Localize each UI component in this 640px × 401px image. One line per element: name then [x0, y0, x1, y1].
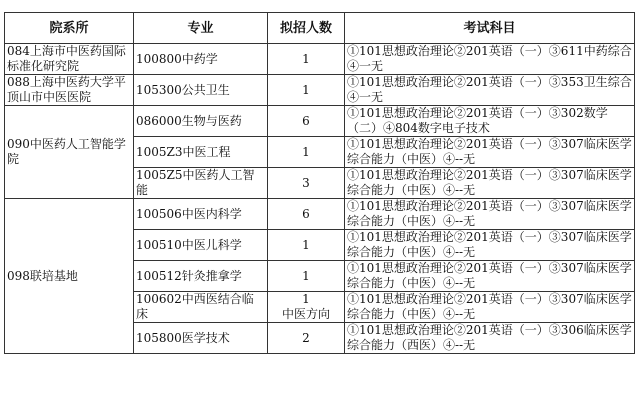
major-cell: 105300公共卫生: [134, 75, 268, 106]
major-cell: 1005Z3中医工程: [134, 137, 268, 168]
dept-cell: 088上海中医药大学平顶山市中医医院: [5, 75, 134, 106]
major-cell: 105800医学技术: [134, 323, 268, 354]
table-row: [5, 75, 635, 106]
major-cell: 086000生物与医药: [134, 106, 268, 137]
table-row: [5, 199, 635, 230]
table-row: [5, 106, 635, 137]
subjects-cell: ①101思想政治理论②201英语（一）③307临床医学综合能力（中医）④--无: [345, 168, 635, 199]
subjects-cell: ①101思想政治理论②201英语（一）③353卫生综合④一无: [345, 75, 635, 106]
major-cell: 100512针灸推拿学: [134, 261, 268, 292]
quota-cell: 3: [268, 168, 345, 199]
quota-cell: 1: [268, 75, 345, 106]
major-cell: 1005Z5中医药人工智能: [134, 168, 268, 199]
subjects-cell: ①101思想政治理论②201英语（一）③307临床医学综合能力（中医）④--无: [345, 292, 635, 323]
subjects-cell: ①101思想政治理论②201英语（一）③307临床医学综合能力（中医）④--无: [345, 261, 635, 292]
subjects-cell: ①101思想政治理论②201英语（一）③307临床医学综合能力（中医）④--无: [345, 230, 635, 261]
quota-cell: 1: [268, 261, 345, 292]
subjects-cell: ①101思想政治理论②201英语（一）③307临床医学综合能力（中医）④--无: [345, 199, 635, 230]
major-cell: 100506中医内科学: [134, 199, 268, 230]
header-major: 专业: [134, 13, 268, 44]
quota-note: 中医方向: [281, 307, 330, 321]
quota-cell: 6: [268, 199, 345, 230]
header-quota: 拟招人数: [268, 13, 345, 44]
subjects-cell: ①101思想政治理论②201英语（一）③302数学（二）④804数字电子技术: [345, 106, 635, 137]
quota-cell: 6: [268, 106, 345, 137]
major-cell: 100510中医儿科学: [134, 230, 268, 261]
quota-cell: 1: [268, 230, 345, 261]
dept-cell: 098联培基地: [5, 199, 134, 354]
quota-cell: [268, 292, 345, 323]
subjects-cell: ①101思想政治理论②201英语（一）③307临床医学综合能力（中医）④--无: [345, 137, 635, 168]
subjects-cell: ①101思想政治理论②201英语（一）③611中药综合④一无: [345, 44, 635, 75]
quota-cell: 2: [268, 323, 345, 354]
dept-cell: 090中医药人工智能学院: [5, 106, 134, 199]
quota-value: 1: [302, 292, 310, 306]
admissions-table: [4, 12, 635, 354]
table-row: [5, 44, 635, 75]
header-row: [5, 13, 635, 44]
header-subjects: 考试科目: [345, 13, 635, 44]
dept-cell: 084上海市中医药国际标准化研究院: [5, 44, 134, 75]
quota-cell: 1: [268, 137, 345, 168]
major-cell: 100602中西医结合临床: [134, 292, 268, 323]
quota-cell: 1: [268, 44, 345, 75]
major-cell: 100800中药学: [134, 44, 268, 75]
subjects-cell: ①101思想政治理论②201英语（一）③306临床医学综合能力（西医）④--无: [345, 323, 635, 354]
header-dept: 院系所: [5, 13, 134, 44]
